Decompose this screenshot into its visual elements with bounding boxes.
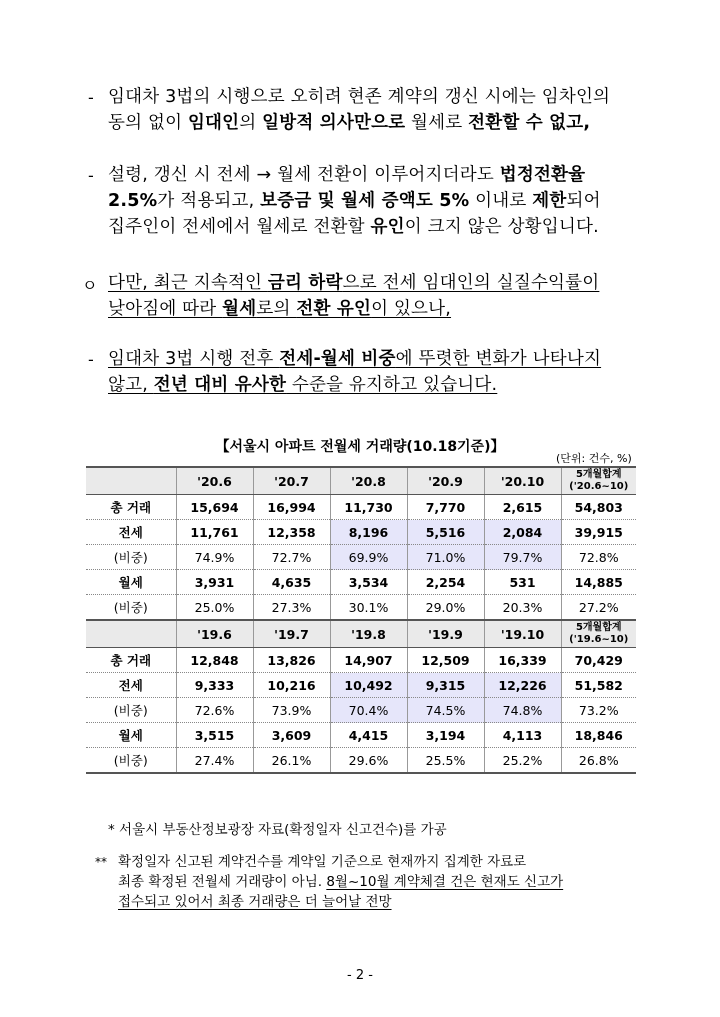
row-label: 월세 [86,723,176,748]
table-cell: 3,931 [176,570,253,595]
text: 에 뚜렷한 변화가 나타나지 [395,349,602,369]
table-cell: 3,534 [330,570,407,595]
text: 수준을 유지하고 있습니다. [286,375,498,395]
table-cell: 8,196 [330,520,407,545]
text: 되어 [566,191,601,211]
header-cell: '19.8 [330,620,407,648]
header-row [86,467,636,495]
text: 월세로 [405,113,469,133]
table-row [86,748,636,774]
text: 전환 유인 [296,299,372,319]
row-label: 전세 [86,673,176,698]
table-cell: 51,582 [561,673,636,698]
footnote-2-mark: ** [95,855,107,869]
text: 로의 [256,299,297,319]
table-cell: 72.8% [561,545,636,570]
table-cell: 12,509 [407,648,484,673]
header-cell: '20.9 [407,467,484,495]
table-cell: 2,084 [484,520,561,545]
table-cell: 11,730 [330,495,407,520]
text: 전환할 수 없고, [468,113,591,133]
text: 가 적용되고, [157,191,261,211]
table-cell: 71.0% [407,545,484,570]
text: 다만, 최근 지속적인 [108,273,268,293]
circle-bullet: ㅇ [82,276,98,295]
paragraph-1 [108,84,610,136]
table-cell: 25.0% [176,595,253,621]
header-cell: '20.7 [253,467,330,495]
table-row [86,545,636,570]
table-cell: 72.6% [176,698,253,723]
table-cell: 26.1% [253,748,330,774]
table-cell: 3,609 [253,723,330,748]
header-cell [86,467,176,495]
header-cell: '20.10 [484,467,561,495]
table-cell: 11,761 [176,520,253,545]
text: 설령, 갱신 시 전세 → 월세 전환이 이루어지더라도 [108,165,500,185]
table-cell: 30.1% [330,595,407,621]
text: 법정전환율 [499,165,586,185]
table-cell: 3,515 [176,723,253,748]
table-cell: 5,516 [407,520,484,545]
table-unit: (단위: 건수, %) [556,452,632,465]
table-cell: 69.9% [330,545,407,570]
table-row [86,520,636,545]
header-cell: '20.8 [330,467,407,495]
text: 전년 대비 유사한 [153,375,287,395]
table-cell: 25.5% [407,748,484,774]
table-cell: 12,848 [176,648,253,673]
table-row [86,698,636,723]
table-cell: 29.0% [407,595,484,621]
table-cell: 4,635 [253,570,330,595]
table-cell: 27.4% [176,748,253,774]
row-label: (비중) [86,698,176,723]
row-label: 월세 [86,570,176,595]
text: 않고, [108,375,154,395]
table-cell: 18,846 [561,723,636,748]
table-cell: 27.3% [253,595,330,621]
text: 낮아짐에 따라 [108,299,223,319]
row-label: (비중) [86,595,176,621]
text: 일방적 의사만으로 [262,113,406,133]
table-cell: 74.5% [407,698,484,723]
footnote-2 [118,852,563,912]
table-cell: 15,694 [176,495,253,520]
table-cell: 73.2% [561,698,636,723]
dash-bullet: - [88,88,94,107]
row-label: 전세 [86,520,176,545]
header-cell: '20.6 [176,467,253,495]
text: 임대차 3법 시행 전후 [108,349,280,369]
table-cell: 54,803 [561,495,636,520]
table-cell: 4,415 [330,723,407,748]
table-cell: 7,770 [407,495,484,520]
header-cell: 5개월합계('19.6~10) [561,620,636,648]
table-cell: 13,826 [253,648,330,673]
table-cell: 4,113 [484,723,561,748]
table-cell: 10,492 [330,673,407,698]
text: 8월~10월 계약체결 건은 현재도 신고가 [326,874,564,890]
table-row [86,723,636,748]
table-cell: 531 [484,570,561,595]
table-row [86,570,636,595]
table-cell: 39,915 [561,520,636,545]
text: 이 있으나, [371,299,452,319]
text: 임대인 [187,113,240,133]
table-row [86,648,636,673]
table-cell: 72.7% [253,545,330,570]
text: 월세 [222,299,257,319]
text: 집주인이 전세에서 월세로 전환할 [108,217,371,237]
text: 확정일자 신고된 계약건수를 계약일 기준으로 현재까지 집계한 자료로 [118,854,527,870]
text: 접수되고 있어서 최종 거래량은 더 늘어날 전망 [118,894,392,910]
text: 제한 [532,191,567,211]
paragraph-3 [108,270,599,322]
table-cell: 16,994 [253,495,330,520]
row-label: (비중) [86,545,176,570]
table-cell: 25.2% [484,748,561,774]
text: 금리 하락 [267,273,343,293]
table-cell: 12,226 [484,673,561,698]
header-cell [86,620,176,648]
row-label: 총 거래 [86,495,176,520]
table-title: 【서울시 아파트 전월세 거래량(10.18기준)】 [215,439,505,455]
paragraph-4 [108,346,601,398]
table-row [86,495,636,520]
table-cell: 20.3% [484,595,561,621]
row-label: (비중) [86,748,176,774]
footnote-1: * 서울시 부동산정보광장 자료(확정일자 신고건수)를 가공 [108,822,447,838]
table-cell: 10,216 [253,673,330,698]
page-number: - 2 - [347,968,373,983]
text: 의 [239,113,263,133]
text: 으로 전세 임대인의 실질수익률이 [342,273,600,293]
table-cell: 9,333 [176,673,253,698]
header-row [86,620,636,648]
text: 이내로 [469,191,533,211]
text: 보증금 및 월세 증액도 5% [260,191,470,211]
table-cell: 27.2% [561,595,636,621]
text: 동의 없이 [108,113,188,133]
text: 최종 확정된 전월세 거래량이 아님. [118,874,327,890]
table-cell: 79.7% [484,545,561,570]
paragraph-2 [108,162,601,240]
text: 이 크지 않은 상황입니다. [404,217,599,237]
table-cell: 16,339 [484,648,561,673]
dash-bullet: - [88,350,94,369]
header-cell: 5개월합계('20.6~10) [561,467,636,495]
text: 2.5% [108,191,158,211]
row-label: 총 거래 [86,648,176,673]
header-cell: '19.7 [253,620,330,648]
table-cell: 73.9% [253,698,330,723]
header-cell: '19.10 [484,620,561,648]
table-cell: 74.9% [176,545,253,570]
text: 유인 [370,217,405,237]
transaction-table [86,466,636,774]
table-cell: 26.8% [561,748,636,774]
table-cell: 12,358 [253,520,330,545]
table-cell: 70,429 [561,648,636,673]
table-cell: 9,315 [407,673,484,698]
table-cell: 14,885 [561,570,636,595]
table-cell: 3,194 [407,723,484,748]
table-cell: 14,907 [330,648,407,673]
dash-bullet: - [88,166,94,185]
header-cell: '19.9 [407,620,484,648]
table-cell: 2,254 [407,570,484,595]
table-row [86,673,636,698]
table-cell: 29.6% [330,748,407,774]
table-cell: 2,615 [484,495,561,520]
table-cell: 70.4% [330,698,407,723]
table-cell: 74.8% [484,698,561,723]
table-row [86,595,636,621]
text: 전세-월세 비중 [279,349,396,369]
header-cell: '19.6 [176,620,253,648]
text: 임대차 3법의 시행으로 오히려 현존 계약의 갱신 시에는 임차인의 [108,87,611,107]
